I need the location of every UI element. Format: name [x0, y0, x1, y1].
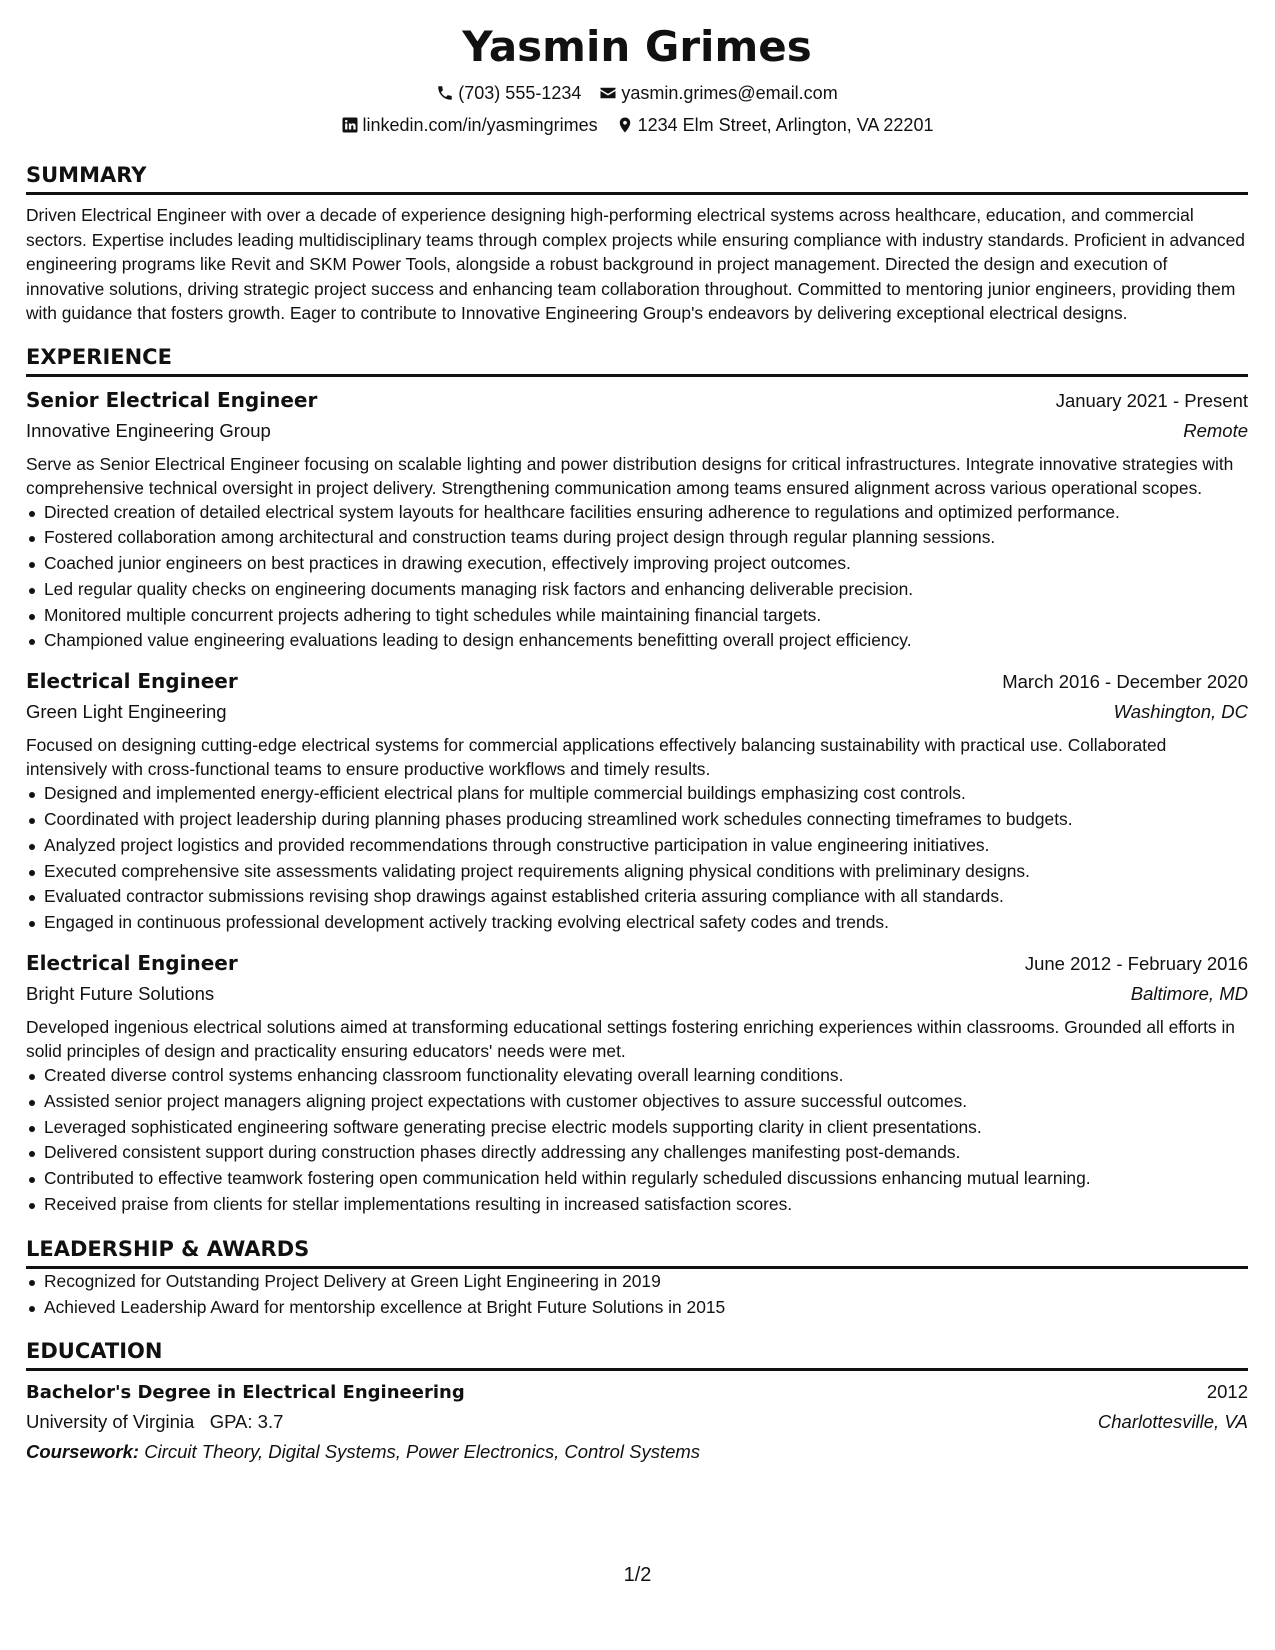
school-location: Charlottesville, VA — [1097, 1411, 1248, 1433]
linkedin-icon — [341, 116, 359, 134]
section-title-experience: EXPERIENCE — [26, 344, 1248, 377]
experience-section — [26, 344, 1248, 1218]
bullet-item: Evaluated contractor submissions revising shop drawings against established criteria assuring compliance with all standards. — [26, 884, 1248, 910]
school-line — [26, 1407, 283, 1436]
job-location: Baltimore, MD — [1130, 983, 1248, 1005]
job-title: Electrical Engineer — [26, 669, 238, 694]
company-name: Green Light Engineering — [26, 701, 227, 723]
email-text: yasmin.grimes@email.com — [621, 83, 838, 103]
job-description: Focused on designing cutting-edge electrical systems for commercial applications effectively balancing sustainability with practical use. Collaborated intensively with cross-functional teams to ensure productive workflows and timely results. — [26, 735, 1167, 780]
education-entry — [26, 1377, 1248, 1466]
bullet-item: Analyzed project logistics and provided recommendations through constructive participation in value engineering initiatives. — [26, 833, 1248, 859]
address-contact — [616, 112, 934, 138]
awards-list — [26, 1269, 1248, 1321]
summary-text: Driven Electrical Engineer with over a decade of experience designing high-performing electrical systems across healthcare, education, and commercial sectors. Expertise includes leading multidisciplinary teams through complex projects while ensuring compliance with industry standards. Proficient in advanced engineering programs like Revit and SKM Power Tools, alongside a robust background in project management. Directed the design and execution of innovative solutions, driving strategic project success and enhancing team collaboration throughout. Committed to mentoring junior engineers, providing them with guidance that fosters growth. Eager to contribute to Innovative Engineering Group's endeavors by delivering exceptional electrical designs. — [26, 205, 1245, 323]
page-number: 1/2 — [623, 1564, 652, 1586]
phone-icon — [436, 84, 454, 102]
bullet-item: Monitored multiple concurrent projects adhering to tight schedules while maintaining financial targets. — [26, 603, 1248, 629]
job-dates: March 2016 - December 2020 — [1002, 671, 1248, 693]
candidate-name: Yasmin Grimes — [462, 22, 812, 71]
address-text: 1234 Elm Street, Arlington, VA 22201 — [637, 115, 934, 135]
bullet-item: Led regular quality checks on engineering documents managing risk factors and enhancing deliverable precision. — [26, 577, 1248, 603]
job-entry — [26, 948, 1248, 1218]
bullet-item: Executed comprehensive site assessments validating project requirements aligning physical conditions with preliminary designs. — [26, 859, 1248, 885]
section-title-awards: LEADERSHIP & AWARDS — [26, 1236, 1248, 1269]
bullet-item: Delivered consistent support during construction phases directly addressing any challenges manifesting post-demands. — [26, 1140, 1248, 1166]
bullet-item: Directed creation of detailed electrical system layouts for healthcare facilities ensuring adherence to regulations and optimized performance. — [26, 500, 1248, 526]
coursework-line — [26, 1437, 1248, 1466]
resume-header — [26, 18, 1248, 138]
phone-text: (703) 555-1234 — [458, 83, 582, 103]
education-section — [26, 1338, 1248, 1466]
job-description: Developed ingenious electrical solutions aimed at transforming educational settings fostering enriching experiences within classrooms. Grounded all efforts in solid principles of design and practicality ensuring educators' needs were met. — [26, 1017, 1235, 1062]
contact-row-1 — [26, 80, 1248, 106]
school-name: University of Virginia — [26, 1411, 195, 1433]
job-location: Remote — [1183, 419, 1248, 441]
award-item: Achieved Leadership Award for mentorship excellence at Bright Future Solutions in 2015 — [26, 1295, 1248, 1321]
section-title-education: EDUCATION — [26, 1338, 1248, 1371]
bullet-item: Engaged in continuous professional development actively tracking evolving electrical safety codes and trends. — [26, 910, 1248, 936]
job-bullets — [26, 500, 1248, 655]
job-dates: January 2021 - Present — [1055, 389, 1248, 411]
job-entry — [26, 385, 1248, 655]
phone-contact — [436, 80, 581, 106]
bullet-item: Assisted senior project managers aligning project expectations with customer objectives to assure successful outcomes. — [26, 1089, 1248, 1115]
coursework-list: Circuit Theory, Digital Systems, Power Electronics, Control Systems — [144, 1441, 701, 1463]
gpa: GPA: 3.7 — [209, 1411, 284, 1433]
awards-section — [26, 1236, 1248, 1321]
job-title: Electrical Engineer — [26, 951, 238, 976]
map-pin-icon — [616, 116, 634, 134]
bullet-item: Leveraged sophisticated engineering software generating precise electric models supporting clarity in client presentations. — [26, 1115, 1248, 1141]
bullet-item: Designed and implemented energy-efficient electrical plans for multiple commercial buildings emphasizing cost controls. — [26, 781, 1248, 807]
linkedin-text: linkedin.com/in/yasmingrimes — [362, 115, 598, 135]
company-name: Innovative Engineering Group — [26, 419, 271, 441]
degree-name: Bachelor's Degree in Electrical Engineering — [26, 1382, 465, 1404]
bullet-item: Contributed to effective teamwork fostering open communication held within regularly scheduled discussions enhancing mutual learning. — [26, 1166, 1248, 1192]
coursework-label: Coursework: — [26, 1441, 140, 1463]
contact-row-2 — [26, 112, 1248, 138]
email-contact[interactable] — [599, 80, 837, 106]
job-entry — [26, 666, 1248, 936]
company-name: Bright Future Solutions — [26, 983, 215, 1005]
job-title: Senior Electrical Engineer — [26, 387, 318, 412]
graduation-year: 2012 — [1206, 1381, 1248, 1403]
bullet-item: Fostered collaboration among architectural and construction teams during project design through regular planning sessions. — [26, 525, 1248, 551]
bullet-item: Championed value engineering evaluations leading to design enhancements benefitting overall project efficiency. — [26, 628, 1248, 654]
job-bullets — [26, 1063, 1248, 1218]
job-dates: June 2012 - February 2016 — [1024, 953, 1248, 975]
summary-section — [26, 162, 1248, 326]
bullet-item: Coached junior engineers on best practices in drawing execution, effectively improving project outcomes. — [26, 551, 1248, 577]
section-title-summary: SUMMARY — [26, 162, 1248, 195]
resume-page — [26, 18, 1248, 1466]
bullet-item: Coordinated with project leadership during planning phases producing streamlined work schedules connecting timeframes to budgets. — [26, 807, 1248, 833]
award-item: Recognized for Outstanding Project Delivery at Green Light Engineering in 2019 — [26, 1269, 1248, 1295]
envelope-icon — [599, 84, 617, 102]
bullet-item: Created diverse control systems enhancing classroom functionality elevating overall learning conditions. — [26, 1063, 1248, 1089]
linkedin-contact[interactable] — [341, 112, 598, 138]
bullet-item: Received praise from clients for stellar implementations resulting in increased satisfaction scores. — [26, 1192, 1248, 1218]
job-bullets — [26, 781, 1248, 936]
job-location: Washington, DC — [1113, 701, 1248, 723]
job-description: Serve as Senior Electrical Engineer focusing on scalable lighting and power distribution designs for critical infrastructures. Integrate innovative strategies with comprehensive technical oversight in project delivery. Strengthening communication among teams ensured alignment across various operational scopes. — [26, 453, 1234, 498]
